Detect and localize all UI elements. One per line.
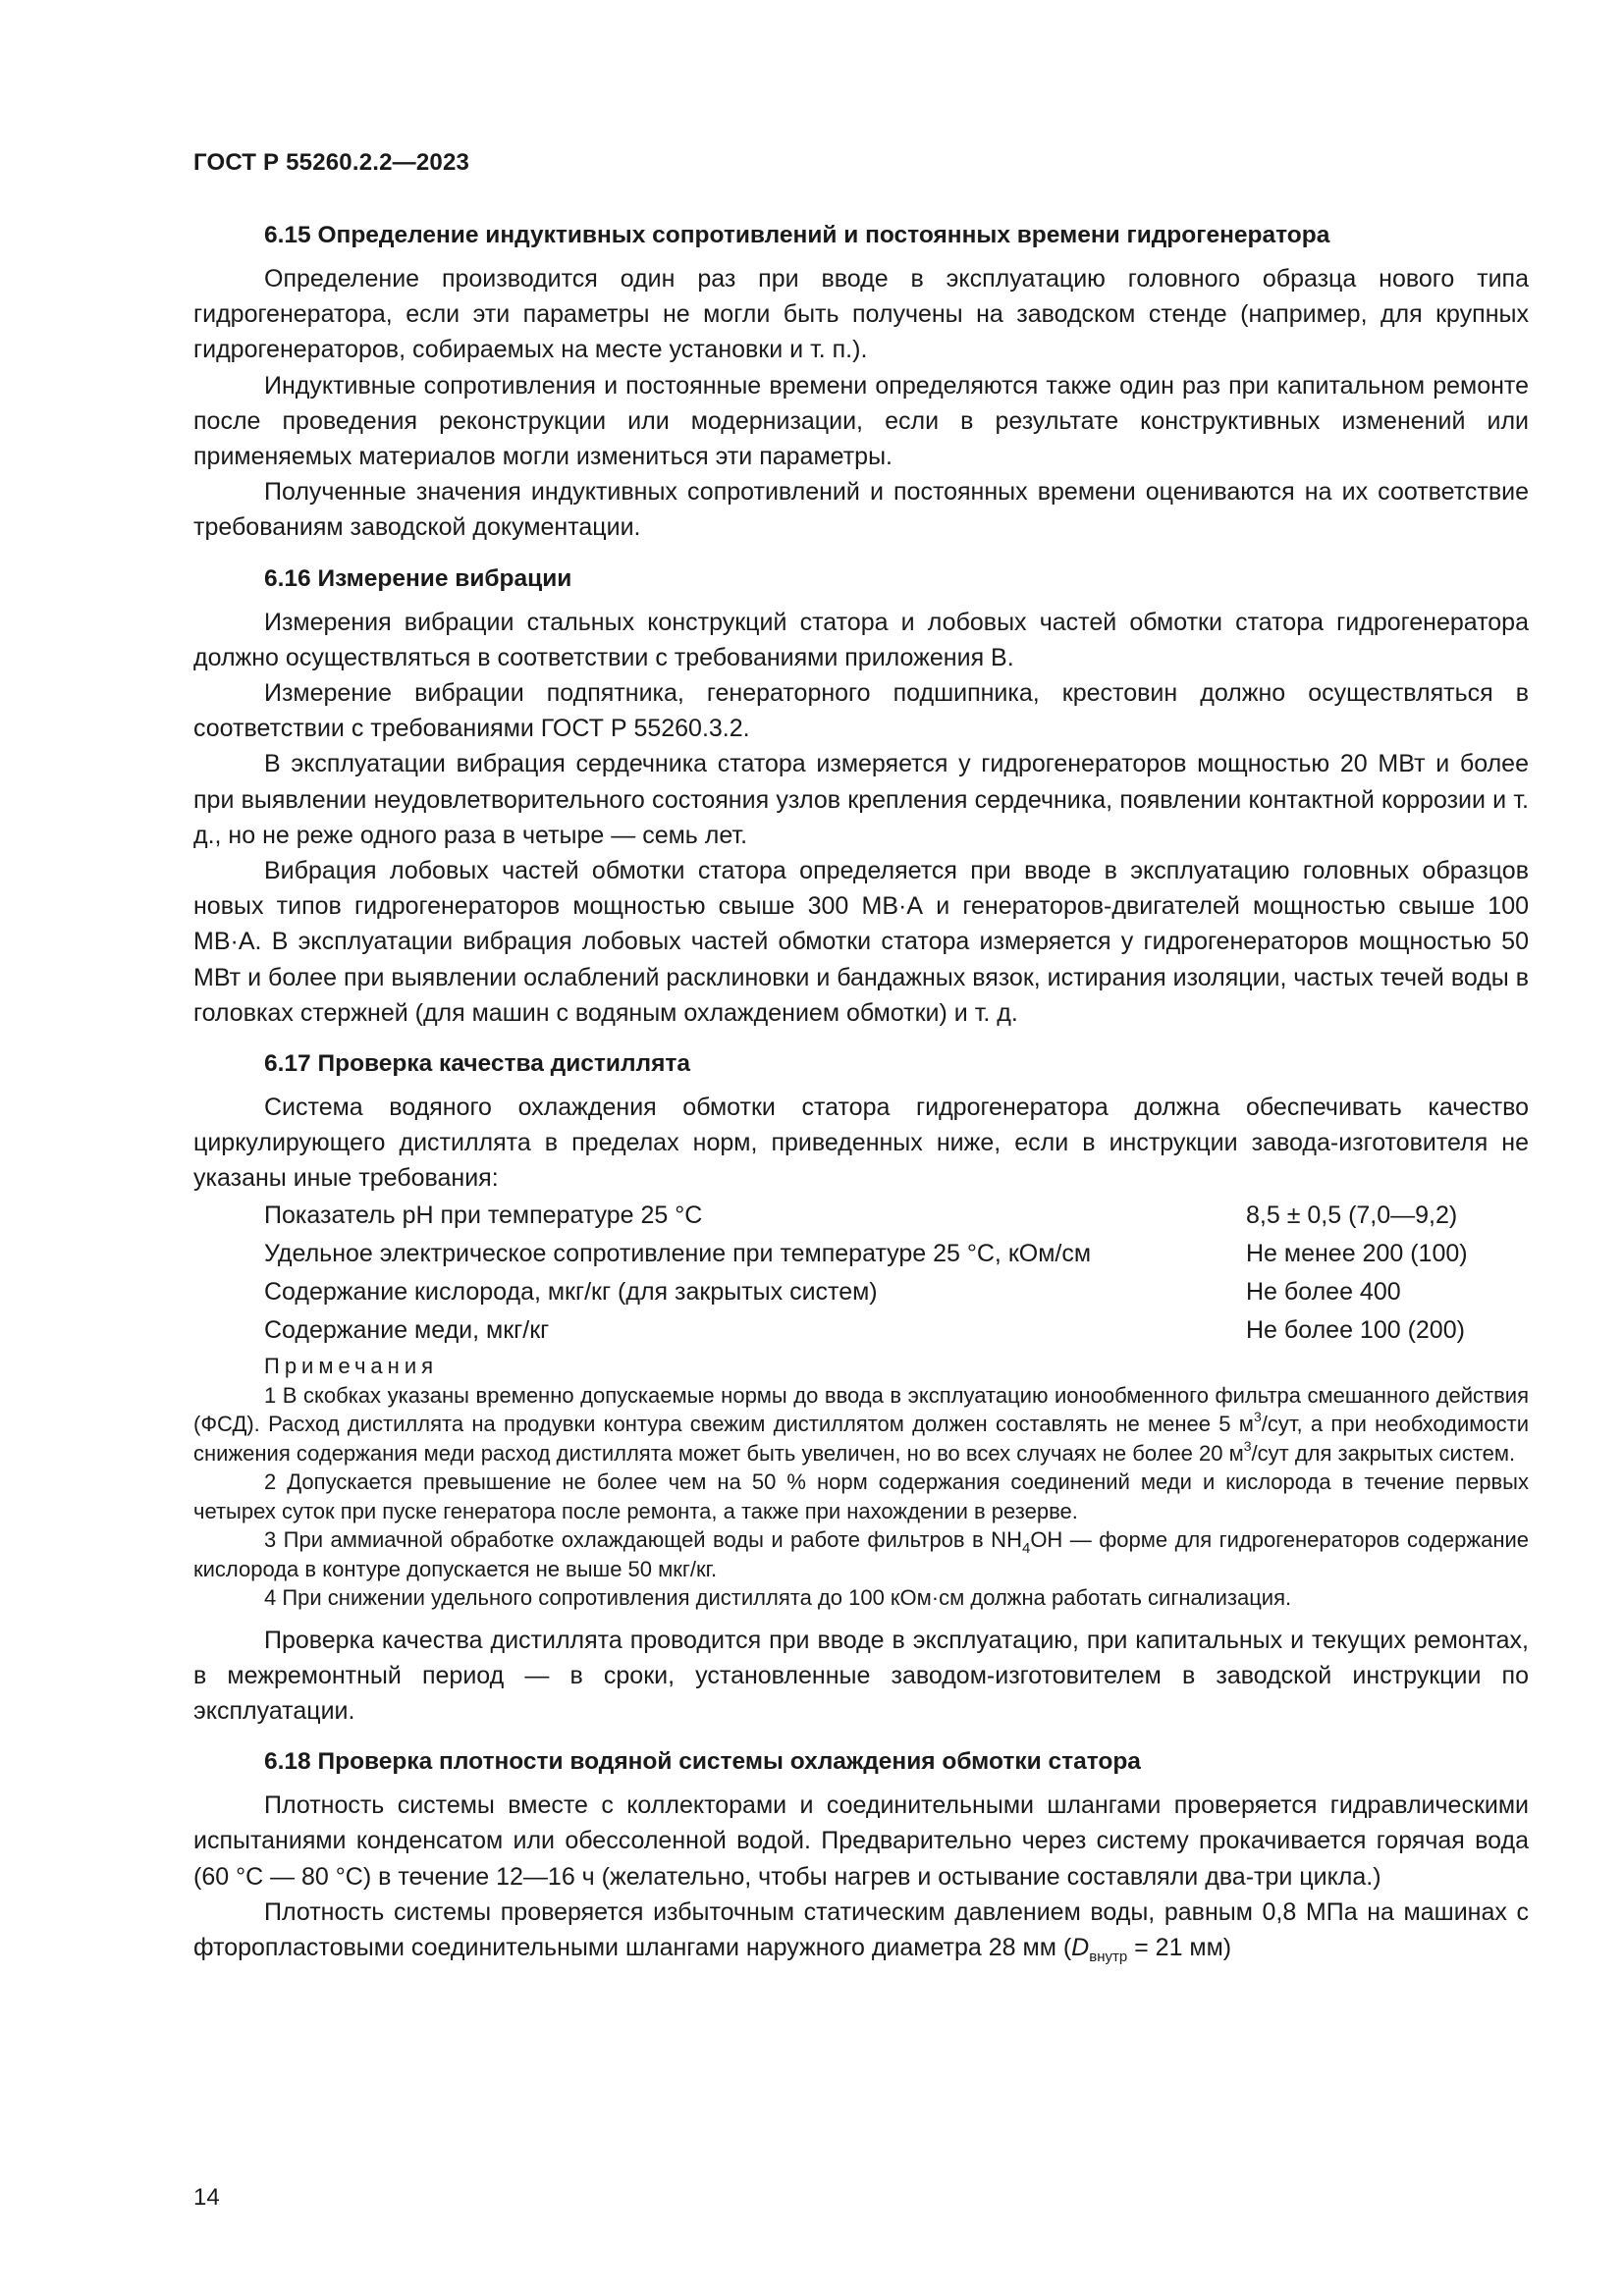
table-row	[193, 1273, 1529, 1311]
notes-title: Примечания	[264, 1353, 439, 1378]
note-2: 2 Допускается превышение не более чем на 50 % норм содержания соединений меди и кислорода в течение первых четырех суток при пуске генератора после ремонта, а также при нахождении в резерве.	[193, 1469, 1529, 1523]
row-value: Не более 400	[1246, 1277, 1401, 1306]
row-name: Удельное электрическое сопротивление при температуре 25 °С, кОм/см	[264, 1239, 1092, 1267]
paragraph: Система водяного охлаждения обмотки статора гидрогенератора должна обеспечивать качество циркулирующего дистиллята в пределах норм, приведенных ниже, если в инструкции завода-изготовителя не указаны иные требования:	[193, 1094, 1529, 1193]
note-4: 4 При снижении удельного сопротивления дистиллята до 100 кОм·см должна работать сигнализация.	[264, 1585, 1292, 1611]
paragraph: Плотность системы проверяется избыточным статическим давлением воды, равным 0,8 МПа на машинах с фторопластовыми соединительными шлангами наружного диаметра 28 мм ($D_{внутр} = 21$ мм)	[193, 1897, 1529, 1966]
paragraph: Измерения вибрации стальных конструкций статора и лобовых частей обмотки статора гидрогенератора должно осуществляться в соответствии с требованиями приложения В.	[193, 608, 1529, 671]
row-value: 8,5 ± 0,5 (7,0—9,2)	[1246, 1201, 1458, 1229]
paragraph: Плотность системы вместе с коллекторами и соединительными шлангами проверяется гидравлическими испытаниями конденсатом или обессоленной водой. Предварительно через систему прокачивается горячая вода (60 °С — 80 °С) в течение 12—16 ч (желательно, чтобы нагрев и остывание составляли два-три цикла.)	[193, 1791, 1529, 1891]
paragraph: Проверка качества дистиллята проводится при вводе в эксплуатацию, при капитальных и текущих ремонтах, в межремонтный период — в сроки, установленные заводом-изготовителем в заводской инструкции по эксплуатации.	[193, 1626, 1529, 1726]
row-name: Показатель pH при температуре 25 °С	[264, 1201, 703, 1229]
table-row	[193, 1235, 1529, 1273]
paragraph: В эксплуатации вибрация сердечника статора измеряется у гидрогенераторов мощностью 20 МВт и более при выявлении неудовлетворительного состояния узлов крепления сердечника, появлении контактной коррозии и т. д., но не реже одного раза в четыре — семь лет.	[193, 750, 1529, 849]
paragraph: Индуктивные сопротивления и постоянные времени определяются также один раз при капитальном ремонте после проведения реконструкции или модернизации, если в результате конструктивных изменений или применяемых материалов могли измениться эти параметры.	[193, 371, 1529, 471]
note-3: 3 При аммиачной обработке охлаждающей воды и работе фильтров в $NH_4OH$ — форме для гидрогенераторов содержание кислорода в контуре допускается не выше 50 мкг/кг.	[193, 1527, 1529, 1581]
section-heading-6-17: 6.17 Проверка качества дистиллята	[264, 1050, 691, 1078]
row-name: Содержание кислорода, мкг/кг (для закрытых систем)	[264, 1277, 878, 1306]
paragraph: Определение производится один раз при вводе в эксплуатацию головного образца нового типа гидрогенератора, если эти параметры не могли быть получены на заводском стенде (например, для крупных гидрогенераторов, собираемых на месте установки и т. п.).	[193, 265, 1529, 364]
document-id-header: ГОСТ Р 55260.2.2—2023	[193, 149, 470, 176]
table-row	[193, 1311, 1529, 1350]
section-heading-6-18: 6.18 Проверка плотности водяной системы охлаждения обмотки статора	[264, 1748, 1141, 1776]
row-name: Содержание меди, мкг/кг	[264, 1315, 550, 1344]
page-content	[193, 218, 1529, 1965]
page-number: 14	[193, 2184, 220, 2211]
distillate-norms-table	[193, 1197, 1529, 1350]
note-1: 1 В скобках указаны временно допускаемые нормы до ввода в эксплуатацию ионообменного фильтра смешанного действия (ФСД). Расход дистиллята на продувки контура свежим дистиллятом должен составлять не менее 5 $м^3$/сут, а при необходимости снижения содержания меди расход дистиллята может быть увеличен, но во всех случаях не более 20 $м^3$/сут для закрытых систем.	[193, 1382, 1530, 1466]
section-heading-6-16: 6.16 Измерение вибрации	[264, 564, 572, 592]
table-row	[193, 1197, 1529, 1235]
section-heading-6-15: 6.15 Определение индуктивных сопротивлений и постоянных времени гидрогенератора	[264, 222, 1330, 248]
paragraph: Вибрация лобовых частей обмотки статора определяется при вводе в эксплуатацию головных образцов новых типов гидрогенераторов мощностью свыше 300 МВ·А и генераторов-двигателей мощностью свыше 100 МВ·А. В эксплуатации вибрация лобовых частей обмотки статора измеряется у гидрогенераторов мощностью 50 МВт и более при выявлении ослаблений расклиновки и бандажных вязок, истирания изоляции, частых течей воды в головках стержней (для машин с водяным охлаждением обмотки) и т. д.	[193, 857, 1529, 1027]
paragraph: Измерение вибрации подпятника, генераторного подшипника, крестовин должно осуществляться в соответствии с требованиями ГОСТ Р 55260.3.2.	[193, 679, 1529, 743]
row-value: Не менее 200 (100)	[1246, 1239, 1468, 1267]
paragraph: Полученные значения индуктивных сопротивлений и постоянных времени оцениваются на их соответствие требованиям заводской документации.	[193, 478, 1529, 542]
row-value: Не более 100 (200)	[1246, 1315, 1465, 1344]
